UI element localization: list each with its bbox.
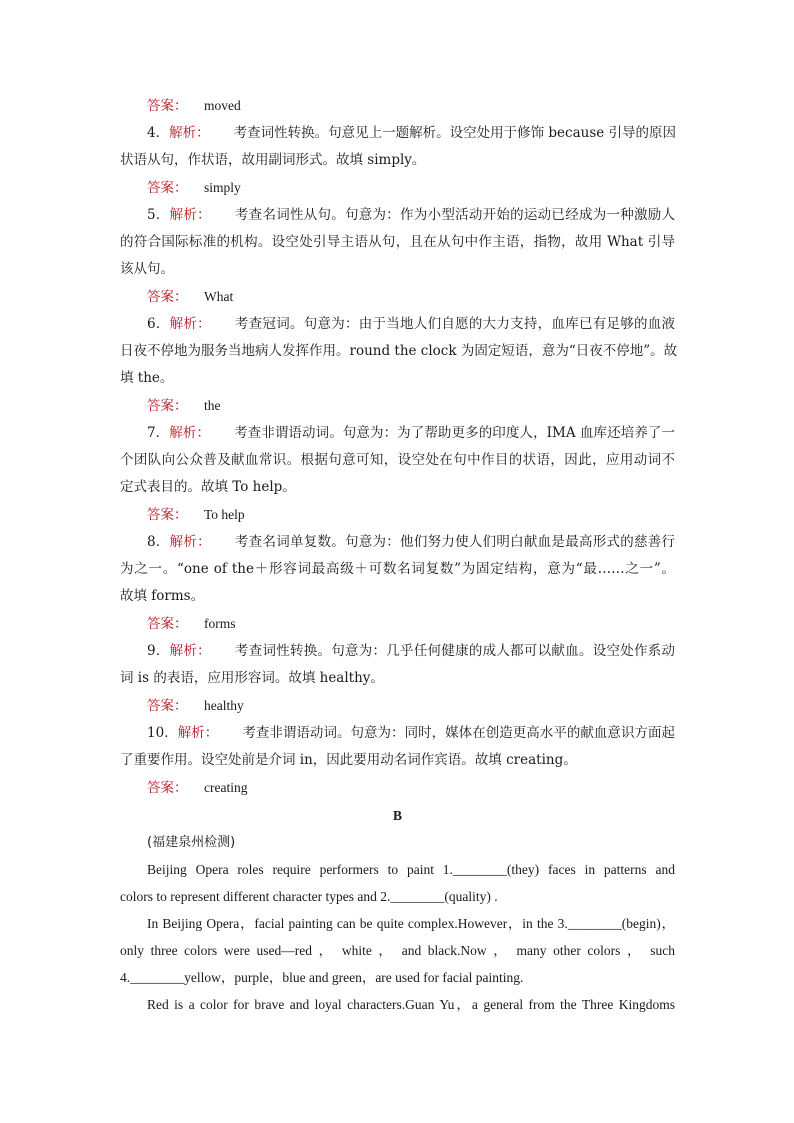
answer-line-3 bbox=[120, 92, 675, 120]
answer-value: simply bbox=[204, 180, 241, 195]
answer-label: 答案： bbox=[147, 698, 188, 714]
answer-value: To help bbox=[204, 507, 245, 522]
analysis-7-line-3: 定式表目的。故填 To help。 bbox=[120, 479, 296, 495]
passage-line-4: only three colors were used—red ， white ， and black.Now ， many other colors ， such bbox=[120, 943, 675, 958]
answer-label: 答案： bbox=[147, 616, 188, 632]
passage-line-6: Red is a color for brave and loyal characters.Guan Yu，a general from the Three Kingdoms bbox=[147, 997, 675, 1012]
item-number: 9． bbox=[147, 643, 170, 659]
document-page bbox=[120, 92, 678, 1018]
answer-line-10 bbox=[120, 774, 675, 802]
analysis-label: 解析： bbox=[177, 725, 219, 741]
answer-label: 答案： bbox=[147, 98, 188, 114]
analysis-label: 解析： bbox=[169, 125, 210, 141]
analysis-8-line-1 bbox=[120, 529, 675, 556]
analysis-text: 考查非谓语动词。句意为：同时，媒体在创造更高水平的献血意识方面起 bbox=[242, 725, 676, 741]
passage-line-5: 4.________yellow，purple，blue and green，are used for facial painting. bbox=[120, 970, 524, 985]
item-number: 8． bbox=[147, 534, 170, 550]
analysis-label: 解析： bbox=[169, 534, 211, 550]
analysis-10-line-1 bbox=[120, 720, 675, 747]
analysis-label: 解析： bbox=[169, 316, 211, 332]
analysis-9-line-2: 词 is 的表语，应用形容词。故填 healthy。 bbox=[120, 670, 384, 686]
section-title: B bbox=[392, 808, 402, 823]
item-number: 10． bbox=[147, 725, 178, 741]
analysis-10-line-2: 了重要作用。设空处前是介词 in，因此要用动名词作宾语。故填 creating。 bbox=[120, 752, 577, 768]
item-number: 4． bbox=[147, 125, 170, 141]
answer-value: creating bbox=[204, 780, 248, 795]
source-note: (福建泉州检测) bbox=[147, 835, 236, 850]
answer-value: healthy bbox=[204, 698, 244, 713]
analysis-label: 解析： bbox=[169, 425, 211, 441]
answer-line-4 bbox=[120, 174, 675, 202]
answer-line-9 bbox=[120, 692, 675, 720]
answer-value: moved bbox=[204, 98, 241, 113]
analysis-label: 解析： bbox=[169, 643, 211, 659]
answer-label: 答案： bbox=[147, 398, 188, 414]
analysis-5-line-3: 该从句。 bbox=[120, 261, 174, 277]
passage-line-1: Beijing Opera roles require performers to paint 1.________(they) faces in patterns and bbox=[147, 862, 675, 877]
answer-value: What bbox=[204, 289, 234, 304]
analysis-text: 考查词性转换。句意为：几乎任何健康的成人都可以献血。设空处作系动 bbox=[234, 643, 676, 659]
answer-label: 答案： bbox=[147, 780, 188, 796]
item-number: 7． bbox=[147, 425, 170, 441]
analysis-8-line-2: 为之一。“one of the＋形容词最高级＋可数名词复数”为固定结构，意为“最……之一”。 bbox=[120, 561, 675, 577]
analysis-5-line-1 bbox=[120, 202, 675, 229]
analysis-8-line-3: 故填 forms。 bbox=[120, 588, 205, 604]
answer-label: 答案： bbox=[147, 507, 188, 523]
analysis-text: 考查名词性从句。句意为：作为小型活动开始的运动已经成为一种激励人 bbox=[234, 207, 676, 223]
analysis-text: 考查词性转换。句意见上一题解析。设空处用于修饰 because 引导的原因 bbox=[233, 125, 677, 141]
answer-value: the bbox=[204, 398, 221, 413]
analysis-6-line-3: 填 the。 bbox=[120, 370, 174, 386]
answer-line-8 bbox=[120, 610, 675, 638]
item-number: 6． bbox=[147, 316, 170, 332]
answer-line-6 bbox=[120, 392, 675, 420]
analysis-6-line-2: 日夜不停地为服务当地病人发挥作用。round the clock 为固定短语，意为“日夜不停地”。故 bbox=[120, 343, 678, 359]
passage-line-3: In Beijing Opera，facial painting can be quite complex.However，in the 3.________(begin)， bbox=[147, 916, 675, 931]
analysis-4-line-2: 状语从句，作状语，故用副词形式。故填 simply。 bbox=[120, 152, 426, 168]
analysis-7-line-2: 个团队向公众普及献血常识。根据句意可知，设空处在句中作目的状语，因此，应用动词不 bbox=[120, 452, 675, 468]
analysis-label: 解析： bbox=[169, 207, 211, 223]
analysis-6-line-1 bbox=[120, 311, 675, 338]
answer-line-7 bbox=[120, 501, 675, 529]
analysis-text: 考查冠词。句意为：由于当地人们自愿的大力支持，血库已有足够的血液 bbox=[234, 316, 676, 332]
item-number: 5． bbox=[147, 207, 170, 223]
analysis-7-line-1 bbox=[120, 420, 675, 447]
answer-line-5 bbox=[120, 283, 675, 311]
analysis-5-line-2: 的符合国际标准的机构。设空处引导主语从句，且在从句中作主语，指物，故用 What 引导 bbox=[120, 234, 675, 250]
analysis-9-line-1 bbox=[120, 638, 675, 665]
answer-value: forms bbox=[204, 616, 236, 631]
analysis-text: 考查非谓语动词。句意为：为了帮助更多的印度人，IMA 血库还培养了一 bbox=[234, 425, 676, 441]
answer-label: 答案： bbox=[147, 180, 188, 196]
analysis-4-line-1 bbox=[120, 120, 675, 147]
answer-label: 答案： bbox=[147, 289, 188, 305]
passage-line-2: colors to represent different character types and 2.________(quality) . bbox=[120, 889, 498, 904]
analysis-text: 考查名词单复数。句意为：他们努力使人们明白献血是最高形式的慈善行 bbox=[234, 534, 676, 550]
